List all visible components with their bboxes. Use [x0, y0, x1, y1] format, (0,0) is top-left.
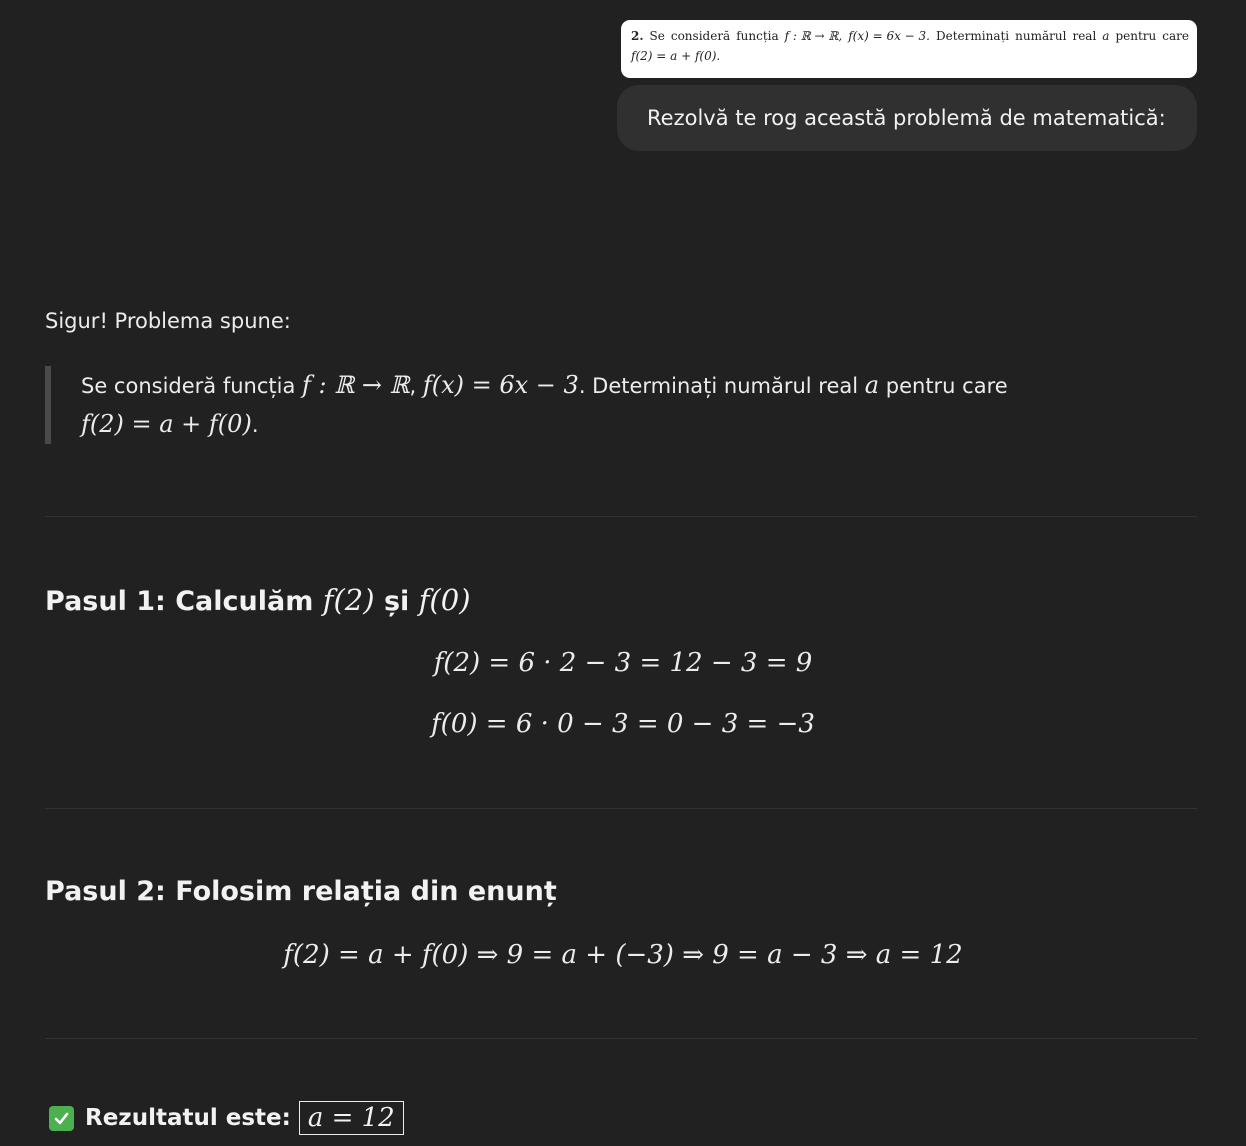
attached-problem-image[interactable] — [621, 20, 1197, 78]
divider — [45, 1038, 1197, 1039]
attachment-word: a — [1102, 29, 1110, 43]
quote-math: f(2) = a + f(0) — [81, 410, 252, 438]
check-mark-icon — [49, 1106, 74, 1131]
quote-text: . Determinați numărul real — [578, 374, 865, 398]
problem-blockquote — [45, 366, 1145, 444]
user-message-bubble — [617, 85, 1197, 151]
quote-line-2 — [81, 405, 1145, 444]
step-1-heading-math: f(2) — [322, 583, 375, 617]
step-1-heading-and: și — [374, 586, 419, 617]
attachment-word: funcția — [736, 29, 779, 43]
step-1-heading-math: f(0) — [418, 583, 471, 617]
attachment-word: care — [1162, 29, 1189, 43]
quote-math: a — [864, 371, 880, 399]
step-1-heading — [45, 583, 471, 617]
quote-text: , — [409, 374, 423, 398]
attachment-word: f : ℝ → ℝ, — [784, 29, 843, 43]
user-message-text: Rezolvă te rog această problemă de matematică: — [647, 106, 1166, 130]
quote-math: f : ℝ → ℝ — [302, 371, 410, 399]
answer-intro: Sigur! Problema spune: — [45, 309, 291, 333]
quote-math: f(x) = 6x − 3 — [422, 371, 579, 399]
divider — [45, 516, 1197, 517]
result-boxed-value: a = 12 — [299, 1101, 404, 1135]
attachment-word: Se — [649, 29, 665, 43]
equation-f2: f(2) = 6 · 2 − 3 = 12 − 3 = 9 — [433, 648, 813, 678]
attachment-line-2: f(2) = a + f(0). — [631, 49, 721, 63]
result-label: Rezultatul este: — [85, 1105, 291, 1131]
problem-number: 2. — [631, 29, 644, 43]
attachment-word: Determinați — [936, 29, 1010, 43]
attachment-word: real — [1072, 29, 1097, 43]
equation-solve-a: f(2) = a + f(0) ⇒ 9 = a + (−3) ⇒ 9 = a − 3 ⇒ a = 12 — [283, 940, 963, 970]
attachment-word: numărul — [1015, 29, 1067, 43]
attachment-line-1 — [631, 26, 1189, 46]
quote-text: pentru care — [879, 374, 1008, 398]
divider — [45, 808, 1197, 809]
quote-line-1 — [81, 366, 1145, 405]
attachment-word: consideră — [670, 29, 731, 43]
attachment-word: pentru — [1115, 29, 1157, 43]
equation-f0: f(0) = 6 · 0 − 3 = 0 − 3 = −3 — [431, 709, 815, 739]
quote-text: Se consideră funcția — [81, 374, 303, 398]
result-line — [49, 1101, 404, 1135]
step-1-heading-text: Pasul 1: Calculăm — [45, 586, 323, 617]
step-2-heading: Pasul 2: Folosim relația din enunț — [45, 876, 557, 907]
quote-text: . — [251, 413, 259, 437]
attachment-word: f(x) = 6x − 3. — [848, 29, 930, 43]
